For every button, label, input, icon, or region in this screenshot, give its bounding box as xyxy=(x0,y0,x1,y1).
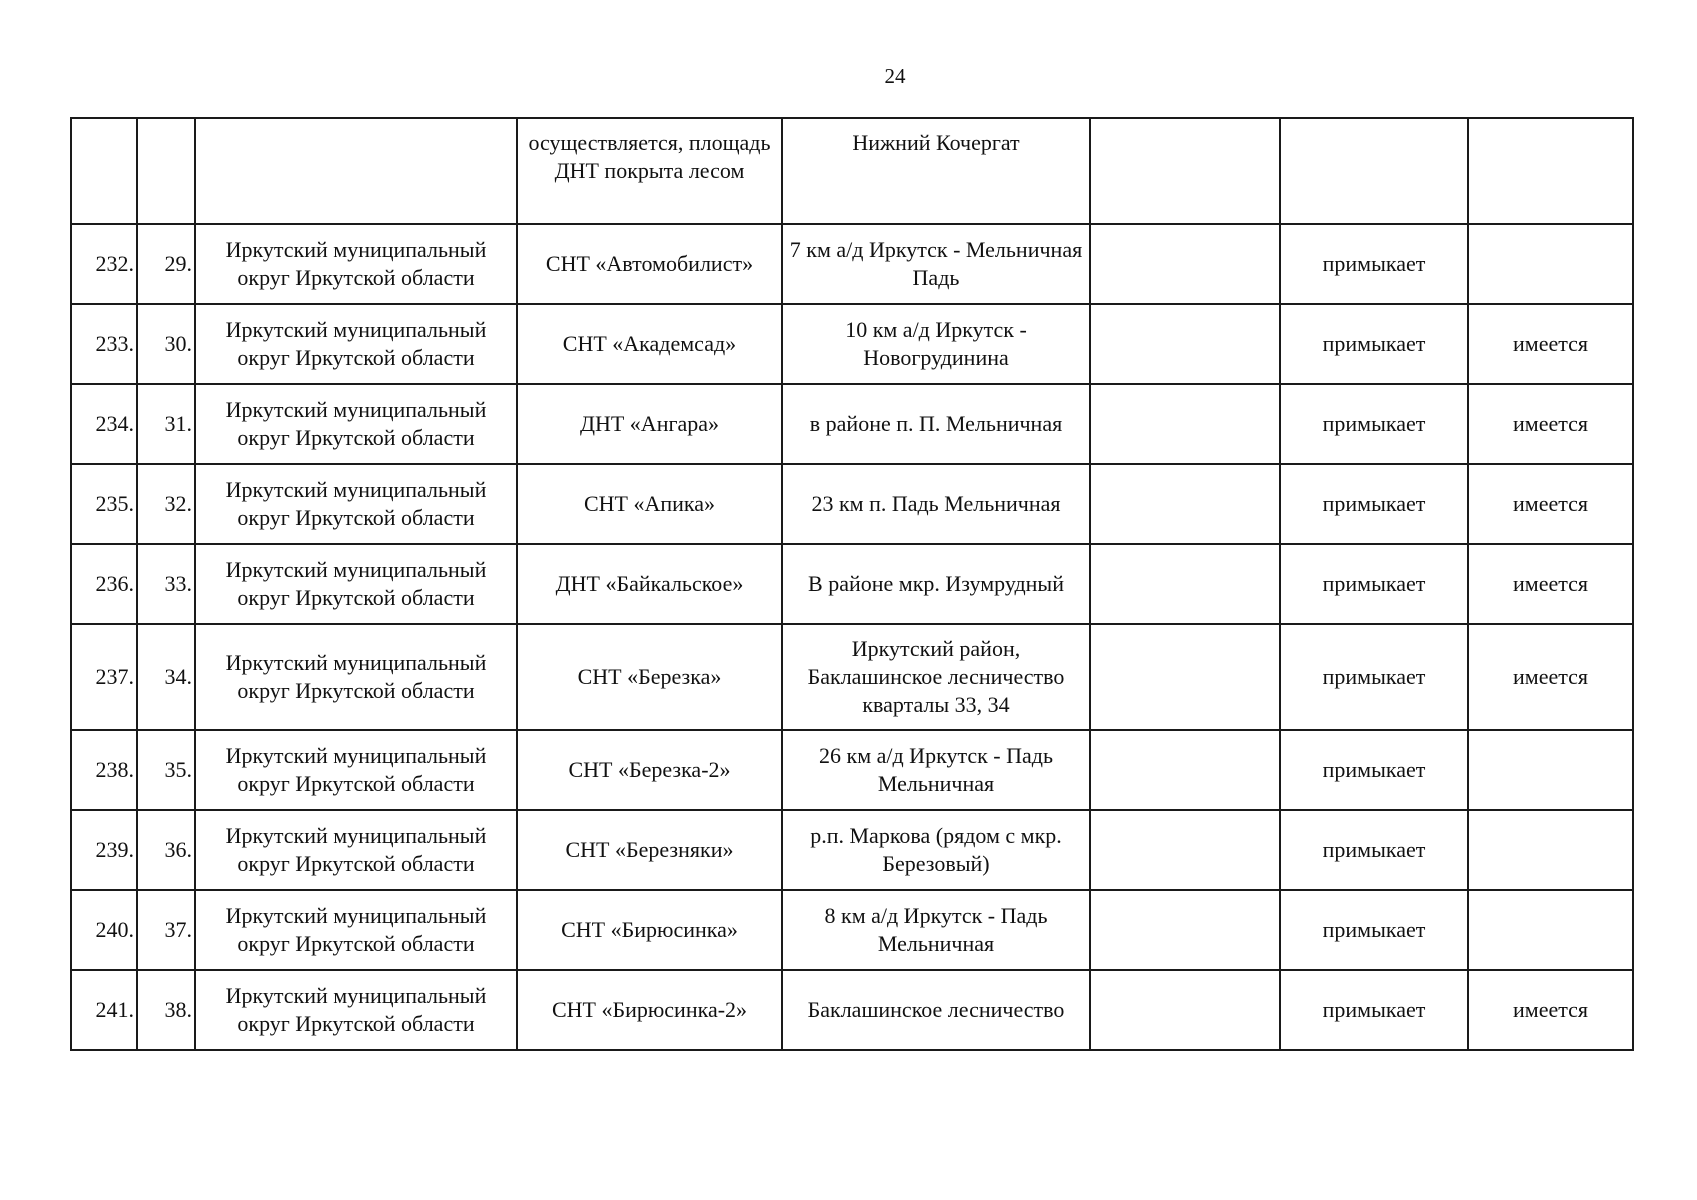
name-cell: СНТ «Автомобилист» xyxy=(517,224,782,304)
sub-num-cell: 34. xyxy=(137,624,195,730)
location-cell: 23 км п. Падь Мельничная xyxy=(782,464,1090,544)
table-row xyxy=(71,970,1633,1050)
location-cell: В районе мкр. Изумрудный xyxy=(782,544,1090,624)
page-number: 24 xyxy=(884,64,906,88)
location-cell: р.п. Маркова (рядом с мкр. Березовый) xyxy=(782,810,1090,890)
adjacency-cell: примыкает xyxy=(1280,890,1468,970)
num-cell: 240. xyxy=(71,890,137,970)
district-cell xyxy=(195,118,517,224)
adjacency-cell: примыкает xyxy=(1280,730,1468,810)
sub-num-cell: 38. xyxy=(137,970,195,1050)
object-note-cell: осуществляется, площадь ДНТ покрыта лесом xyxy=(517,118,782,224)
table-row xyxy=(71,810,1633,890)
settlements-table xyxy=(70,117,1634,1051)
num-cell xyxy=(71,118,137,224)
presence-cell xyxy=(1468,118,1633,224)
num-cell: 232. xyxy=(71,224,137,304)
presence-cell: имеется xyxy=(1468,544,1633,624)
location-cell: 7 км а/д Иркутск - Мельничная Падь xyxy=(782,224,1090,304)
num-cell: 233. xyxy=(71,304,137,384)
table-row xyxy=(71,384,1633,464)
district-cell: Иркутский муниципальный округ Иркутской области xyxy=(195,224,517,304)
location-cell: 10 км а/д Иркутск - Новогрудинина xyxy=(782,304,1090,384)
adjacency-cell xyxy=(1280,118,1468,224)
name-cell: СНТ «Академсад» xyxy=(517,304,782,384)
sub-num-cell: 31. xyxy=(137,384,195,464)
table-row xyxy=(71,224,1633,304)
presence-cell xyxy=(1468,890,1633,970)
district-cell: Иркутский муниципальный округ Иркутской области xyxy=(195,544,517,624)
col6-cell xyxy=(1090,224,1280,304)
col6-cell xyxy=(1090,544,1280,624)
name-cell: СНТ «Березняки» xyxy=(517,810,782,890)
table-row xyxy=(71,730,1633,810)
presence-cell xyxy=(1468,810,1633,890)
adjacency-cell: примыкает xyxy=(1280,384,1468,464)
district-cell: Иркутский муниципальный округ Иркутской области xyxy=(195,810,517,890)
presence-cell: имеется xyxy=(1468,970,1633,1050)
presence-cell: имеется xyxy=(1468,464,1633,544)
col6-cell xyxy=(1090,810,1280,890)
sub-num-cell: 32. xyxy=(137,464,195,544)
continuation-row xyxy=(71,118,1633,224)
num-cell: 235. xyxy=(71,464,137,544)
col6-cell xyxy=(1090,730,1280,810)
col6-cell xyxy=(1090,624,1280,730)
presence-cell: имеется xyxy=(1468,304,1633,384)
table-row xyxy=(71,624,1633,730)
adjacency-cell: примыкает xyxy=(1280,624,1468,730)
location-cell: Нижний Кочергат xyxy=(782,118,1090,224)
sub-num-cell: 30. xyxy=(137,304,195,384)
sub-num-cell: 35. xyxy=(137,730,195,810)
location-cell: Иркутский район, Баклашинское лесничество кварталы 33, 34 xyxy=(782,624,1090,730)
location-cell: 26 км а/д Иркутск - Падь Мельничная xyxy=(782,730,1090,810)
num-cell: 241. xyxy=(71,970,137,1050)
sub-num-cell xyxy=(137,118,195,224)
table-row xyxy=(71,464,1633,544)
num-cell: 234. xyxy=(71,384,137,464)
col6-cell xyxy=(1090,384,1280,464)
col6-cell xyxy=(1090,118,1280,224)
adjacency-cell: примыкает xyxy=(1280,224,1468,304)
table-row xyxy=(71,304,1633,384)
district-cell: Иркутский муниципальный округ Иркутской области xyxy=(195,624,517,730)
num-cell: 236. xyxy=(71,544,137,624)
name-cell: СНТ «Бирюсинка» xyxy=(517,890,782,970)
name-cell: СНТ «Апика» xyxy=(517,464,782,544)
sub-num-cell: 37. xyxy=(137,890,195,970)
table-row xyxy=(71,890,1633,970)
col6-cell xyxy=(1090,464,1280,544)
adjacency-cell: примыкает xyxy=(1280,304,1468,384)
name-cell: СНТ «Березка-2» xyxy=(517,730,782,810)
adjacency-cell: примыкает xyxy=(1280,544,1468,624)
col6-cell xyxy=(1090,970,1280,1050)
col6-cell xyxy=(1090,890,1280,970)
location-cell: 8 км а/д Иркутск - Падь Мельничная xyxy=(782,890,1090,970)
presence-cell xyxy=(1468,730,1633,810)
presence-cell xyxy=(1468,224,1633,304)
adjacency-cell: примыкает xyxy=(1280,464,1468,544)
table-row xyxy=(71,544,1633,624)
district-cell: Иркутский муниципальный округ Иркутской области xyxy=(195,730,517,810)
district-cell: Иркутский муниципальный округ Иркутской области xyxy=(195,304,517,384)
location-cell: в районе п. П. Мельничная xyxy=(782,384,1090,464)
name-cell: СНТ «Бирюсинка-2» xyxy=(517,970,782,1050)
district-cell: Иркутский муниципальный округ Иркутской области xyxy=(195,464,517,544)
name-cell: ДНТ «Ангара» xyxy=(517,384,782,464)
name-cell: ДНТ «Байкальское» xyxy=(517,544,782,624)
district-cell: Иркутский муниципальный округ Иркутской области xyxy=(195,384,517,464)
sub-num-cell: 33. xyxy=(137,544,195,624)
district-cell: Иркутский муниципальный округ Иркутской области xyxy=(195,970,517,1050)
location-cell: Баклашинское лесничество xyxy=(782,970,1090,1050)
name-cell: СНТ «Березка» xyxy=(517,624,782,730)
num-cell: 237. xyxy=(71,624,137,730)
num-cell: 238. xyxy=(71,730,137,810)
num-cell: 239. xyxy=(71,810,137,890)
col6-cell xyxy=(1090,304,1280,384)
sub-num-cell: 36. xyxy=(137,810,195,890)
presence-cell: имеется xyxy=(1468,624,1633,730)
presence-cell: имеется xyxy=(1468,384,1633,464)
sub-num-cell: 29. xyxy=(137,224,195,304)
adjacency-cell: примыкает xyxy=(1280,810,1468,890)
district-cell: Иркутский муниципальный округ Иркутской области xyxy=(195,890,517,970)
adjacency-cell: примыкает xyxy=(1280,970,1468,1050)
